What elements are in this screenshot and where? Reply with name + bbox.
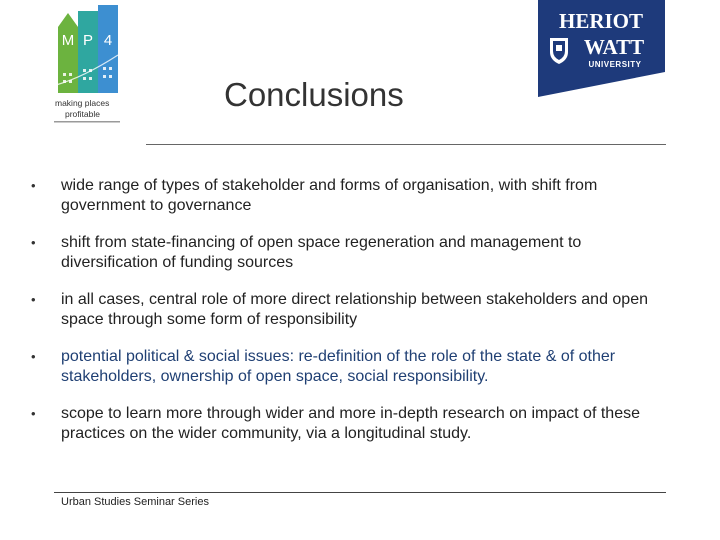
bullet-item (28, 347, 678, 387)
title-divider (146, 144, 666, 145)
bullet-list (28, 176, 678, 461)
mp4-letter-4: 4 (103, 32, 113, 49)
mp4-tagline-1: making places (55, 98, 110, 108)
bullet-text: wide range of types of stakeholder and forms of organisation, with shift from government to governance (61, 177, 598, 214)
bullet-dot-icon: • (31, 235, 36, 250)
bullet-dot-icon: • (31, 406, 36, 421)
footer-text: Urban Studies Seminar Series (61, 496, 209, 508)
slide-title: Conclusions (224, 76, 404, 113)
heriot-watt-logo (538, 0, 665, 97)
mp4-logo (54, 5, 120, 129)
bullet-item (28, 233, 678, 273)
bullet-text: potential political & social issues: re-definition of the role of the state & of other stakeholders, ownership of open space, social responsibility. (61, 348, 616, 385)
mp4-tagline-2: profitable (65, 109, 100, 119)
bullet-text: shift from state-financing of open space regeneration and management to diversification of funding sources (61, 234, 582, 271)
bullet-dot-icon: • (31, 178, 36, 193)
bullet-item (28, 404, 678, 444)
hw-line1: HERIOT (558, 9, 644, 33)
mp4-letter-m: M (61, 32, 75, 49)
hw-line2: WATT (583, 35, 645, 59)
bullet-dot-icon: • (31, 349, 36, 364)
bullet-item (28, 290, 678, 330)
bullet-text: in all cases, central role of more direct relationship between stakeholders and open space through some form of responsibility (61, 291, 648, 328)
hw-line3: UNIVERSITY (588, 60, 642, 69)
footer-divider (54, 492, 666, 493)
bullet-dot-icon: • (31, 292, 36, 307)
mp4-letter-p: P (82, 32, 94, 49)
bullet-text: scope to learn more through wider and more in-depth research on impact of these practices on the wider community, via a longitudinal study. (61, 405, 640, 442)
bullet-item (28, 176, 678, 216)
